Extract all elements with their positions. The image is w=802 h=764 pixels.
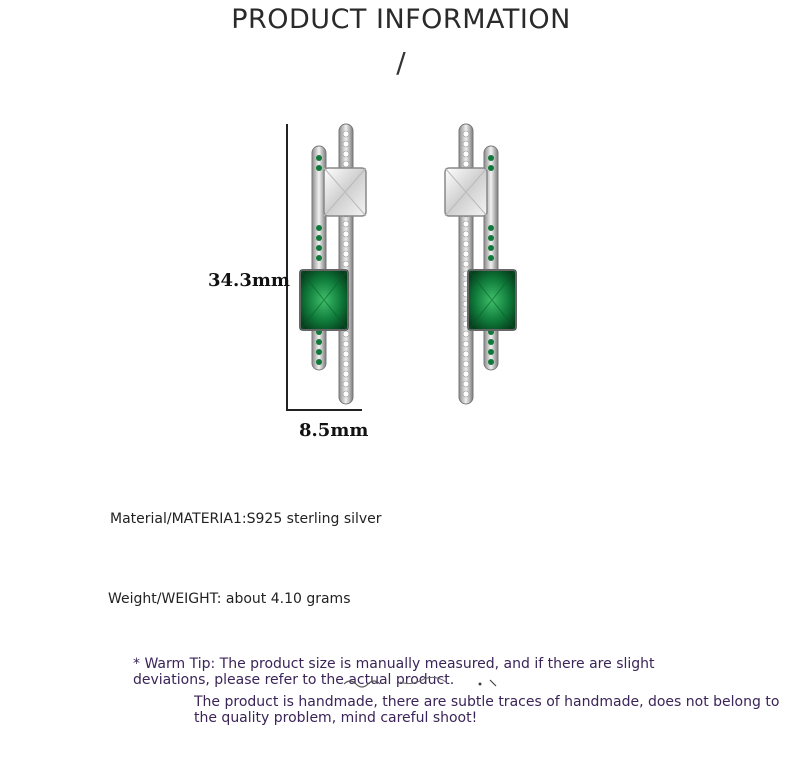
material-spec: Material/MATERIA1:S925 sterling silver bbox=[110, 511, 382, 527]
page-title: PRODUCT INFORMATION bbox=[231, 4, 571, 35]
right-earring bbox=[445, 124, 516, 404]
weight-spec: Weight/WEIGHT: about 4.10 grams bbox=[108, 591, 351, 607]
width-dimension-label: 8.5mm bbox=[299, 420, 369, 441]
handmade-note: The product is handmade, there are subtle traces of handmade, does not belong to the quality problem, mind careful shoot! bbox=[194, 694, 780, 726]
handwriting-marks bbox=[340, 672, 540, 692]
left-earring bbox=[300, 124, 366, 404]
height-dimension-label: 34.3mm bbox=[208, 270, 290, 291]
earrings-image bbox=[280, 110, 540, 410]
title-separator: / bbox=[396, 46, 406, 79]
warm-tip-note: * Warm Tip: The product size is manually measured, and if there are slight deviations, please refer to the actual product. bbox=[133, 656, 655, 688]
